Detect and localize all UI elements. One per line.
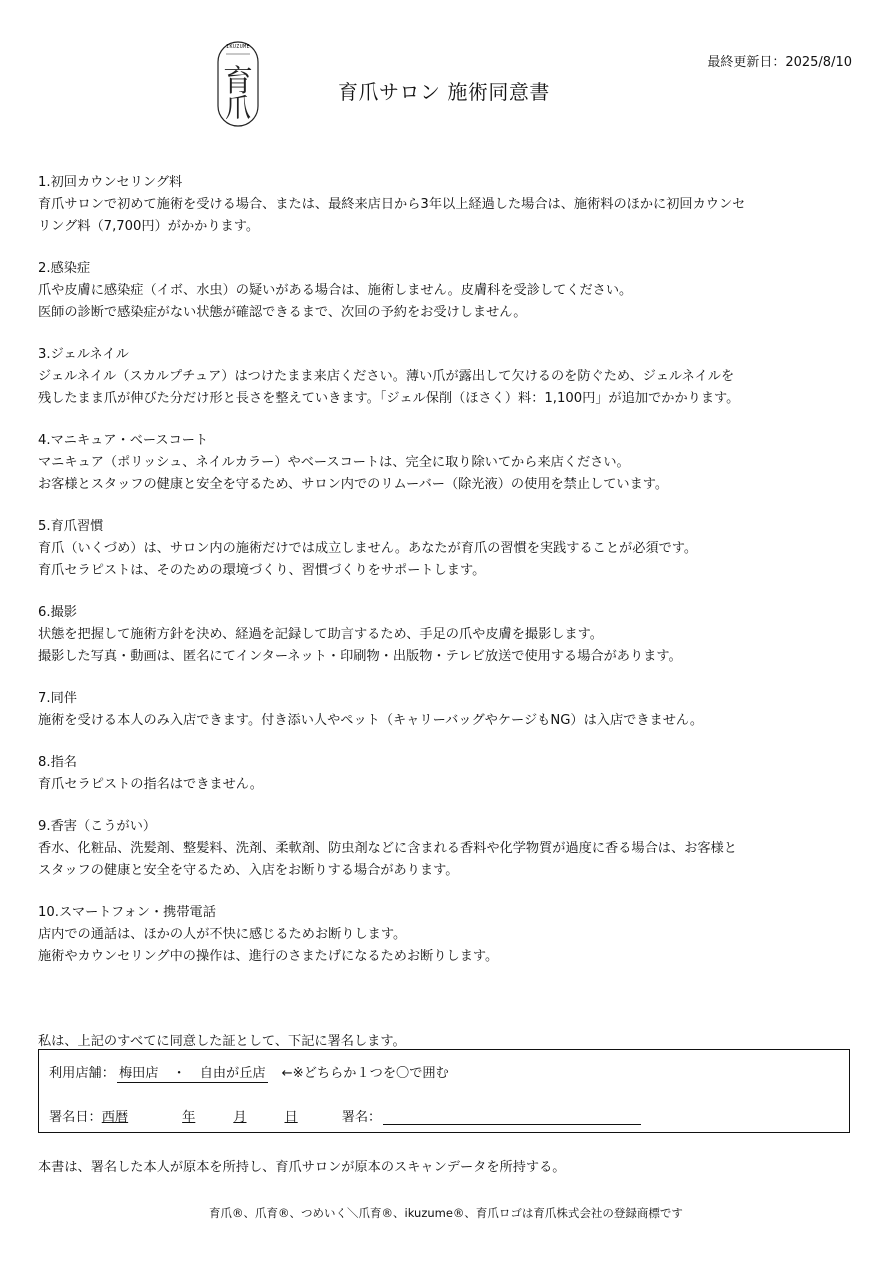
term-section xyxy=(38,516,858,582)
term-text-line: 店内での通話は、ほかの人が不快に感じるためお断りします。 xyxy=(38,927,407,942)
document-title: 育爪サロン 施術同意書 xyxy=(338,80,550,104)
consent-statement: 私は、上記のすべてに同意した証として、下記に署名します。 xyxy=(38,1034,406,1049)
store-separator: ・ xyxy=(172,1066,186,1081)
date-day-unit: 日 xyxy=(284,1110,298,1125)
date-month-unit: 月 xyxy=(233,1110,247,1125)
signature-box xyxy=(38,1049,850,1133)
term-section xyxy=(38,816,858,882)
terms-list xyxy=(38,172,858,988)
store-instruction: ←※どちらか１つを〇で囲む xyxy=(281,1066,449,1081)
logo-glyph-lower: 爪 xyxy=(224,94,251,124)
term-section xyxy=(38,602,858,668)
term-text-line: 施術を受ける本人のみ入店できます。付き添い人やペット（キャリーバッグやケージもNG）は入店できません。 xyxy=(38,713,704,728)
term-text-line: 状態を把握して施術方針を決め、経過を記録して助言するため、手足の爪や皮膚を撮影します。 xyxy=(38,627,603,642)
term-text-line: 育爪セラピストは、そのための環境づくり、習慣づくりをサポートします。 xyxy=(38,563,486,578)
term-section xyxy=(38,172,858,238)
signature-label: 署名： xyxy=(341,1110,382,1125)
term-heading: 2.感染症 xyxy=(38,261,91,276)
term-section xyxy=(38,430,858,496)
date-label: 署名日： xyxy=(49,1110,102,1125)
term-text-line: スタッフの健康と安全を守るため、入店をお断りする場合があります。 xyxy=(38,863,459,878)
date-era: 西暦 xyxy=(101,1110,129,1125)
term-text-line: 爪や皮膚に感染症（イボ、水虫）の疑いがある場合は、施術しません。皮膚科を受診してください。 xyxy=(38,283,633,298)
signature-date-row xyxy=(49,1106,641,1125)
term-text-line: 育爪サロンで初めて施術を受ける場合、または、最終来店日から3年以上経過した場合は、施術料のほかに初回カウンセ xyxy=(38,197,746,212)
term-text-line: 育爪セラピストの指名はできません。 xyxy=(38,777,263,792)
store-selection-row xyxy=(49,1062,449,1083)
term-text-line: マニキュア（ポリッシュ、ネイルカラー）やベースコートは、完全に取り除いてから来店ください。 xyxy=(38,455,630,470)
term-heading: 9.香害（こうがい） xyxy=(38,819,157,834)
term-text-line: 残したまま爪が伸びた分だけ形と長さを整えていきます。「ジェル保削（ほさく）料：1,100円」が追加でかかります。 xyxy=(38,391,740,406)
signature-field[interactable] xyxy=(383,1110,641,1125)
term-heading: 8.指名 xyxy=(38,755,77,770)
term-section xyxy=(38,902,858,968)
logo-caption: IKUZUME xyxy=(226,44,250,50)
term-heading: 10.スマートフォン・携帯電話 xyxy=(38,905,216,920)
ownership-note: 本書は、署名した本人が原本を所持し、育爪サロンが原本のスキャンデータを所持する。 xyxy=(38,1160,566,1175)
term-heading: 3.ジェルネイル xyxy=(38,347,129,362)
term-text-line: 撮影した写真・動画は、匿名にてインターネット・印刷物・出版物・テレビ放送で使用する場合があります。 xyxy=(38,649,682,664)
term-section xyxy=(38,344,858,410)
term-heading: 5.育爪習慣 xyxy=(38,519,104,534)
term-section xyxy=(38,688,858,732)
term-text-line: 施術やカウンセリング中の操作は、進行のさまたげになるためお断りします。 xyxy=(38,949,499,964)
store-options-field xyxy=(117,1062,268,1083)
term-heading: 6.撮影 xyxy=(38,605,77,620)
trademark-notice: 育爪®、爪育®、つめいく＼爪育®、ikuzume®、育爪ロゴは育爪株式会社の登録商標です xyxy=(209,1206,683,1220)
term-heading: 4.マニキュア・ベースコート xyxy=(38,433,209,448)
term-text-line: リング料（7,700円）がかかります。 xyxy=(38,219,260,234)
date-year-unit: 年 xyxy=(182,1110,196,1125)
store-option-jiyugaoka[interactable]: 自由が丘店 xyxy=(199,1066,266,1081)
term-text-line: ジェルネイル（スカルプチュア）はつけたまま来店ください。薄い爪が露出して欠けるのを防ぐため、ジェルネイルを xyxy=(38,369,735,384)
term-heading: 7.同伴 xyxy=(38,691,77,706)
logo-glyph-upper: 育 xyxy=(223,64,253,99)
term-text-line: 育爪（いくづめ）は、サロン内の施術だけでは成立しません。あなたが育爪の習慣を実践することが必須です。 xyxy=(38,541,698,556)
term-text-line: 医師の診断で感染症がない状態が確認できるまで、次回の予約をお受けしません。 xyxy=(38,305,527,320)
term-section xyxy=(38,752,858,796)
term-text-line: お客様とスタッフの健康と安全を守るため、サロン内でのリムーバー（除光液）の使用を禁止しています。 xyxy=(38,477,669,492)
term-text-line: 香水、化粧品、洗髪剤、整髪料、洗剤、柔軟剤、防虫剤などに含まれる香料や化学物質が過度に香る場合は、お客様と xyxy=(38,841,737,856)
store-label: 利用店舗： xyxy=(49,1066,115,1081)
store-option-umeda[interactable]: 梅田店 xyxy=(118,1066,159,1081)
date-field[interactable] xyxy=(102,1110,298,1125)
last-updated-date: 最終更新日：2025/8/10 xyxy=(707,55,852,70)
term-section xyxy=(38,258,858,324)
term-heading: 1.初回カウンセリング料 xyxy=(38,175,183,190)
